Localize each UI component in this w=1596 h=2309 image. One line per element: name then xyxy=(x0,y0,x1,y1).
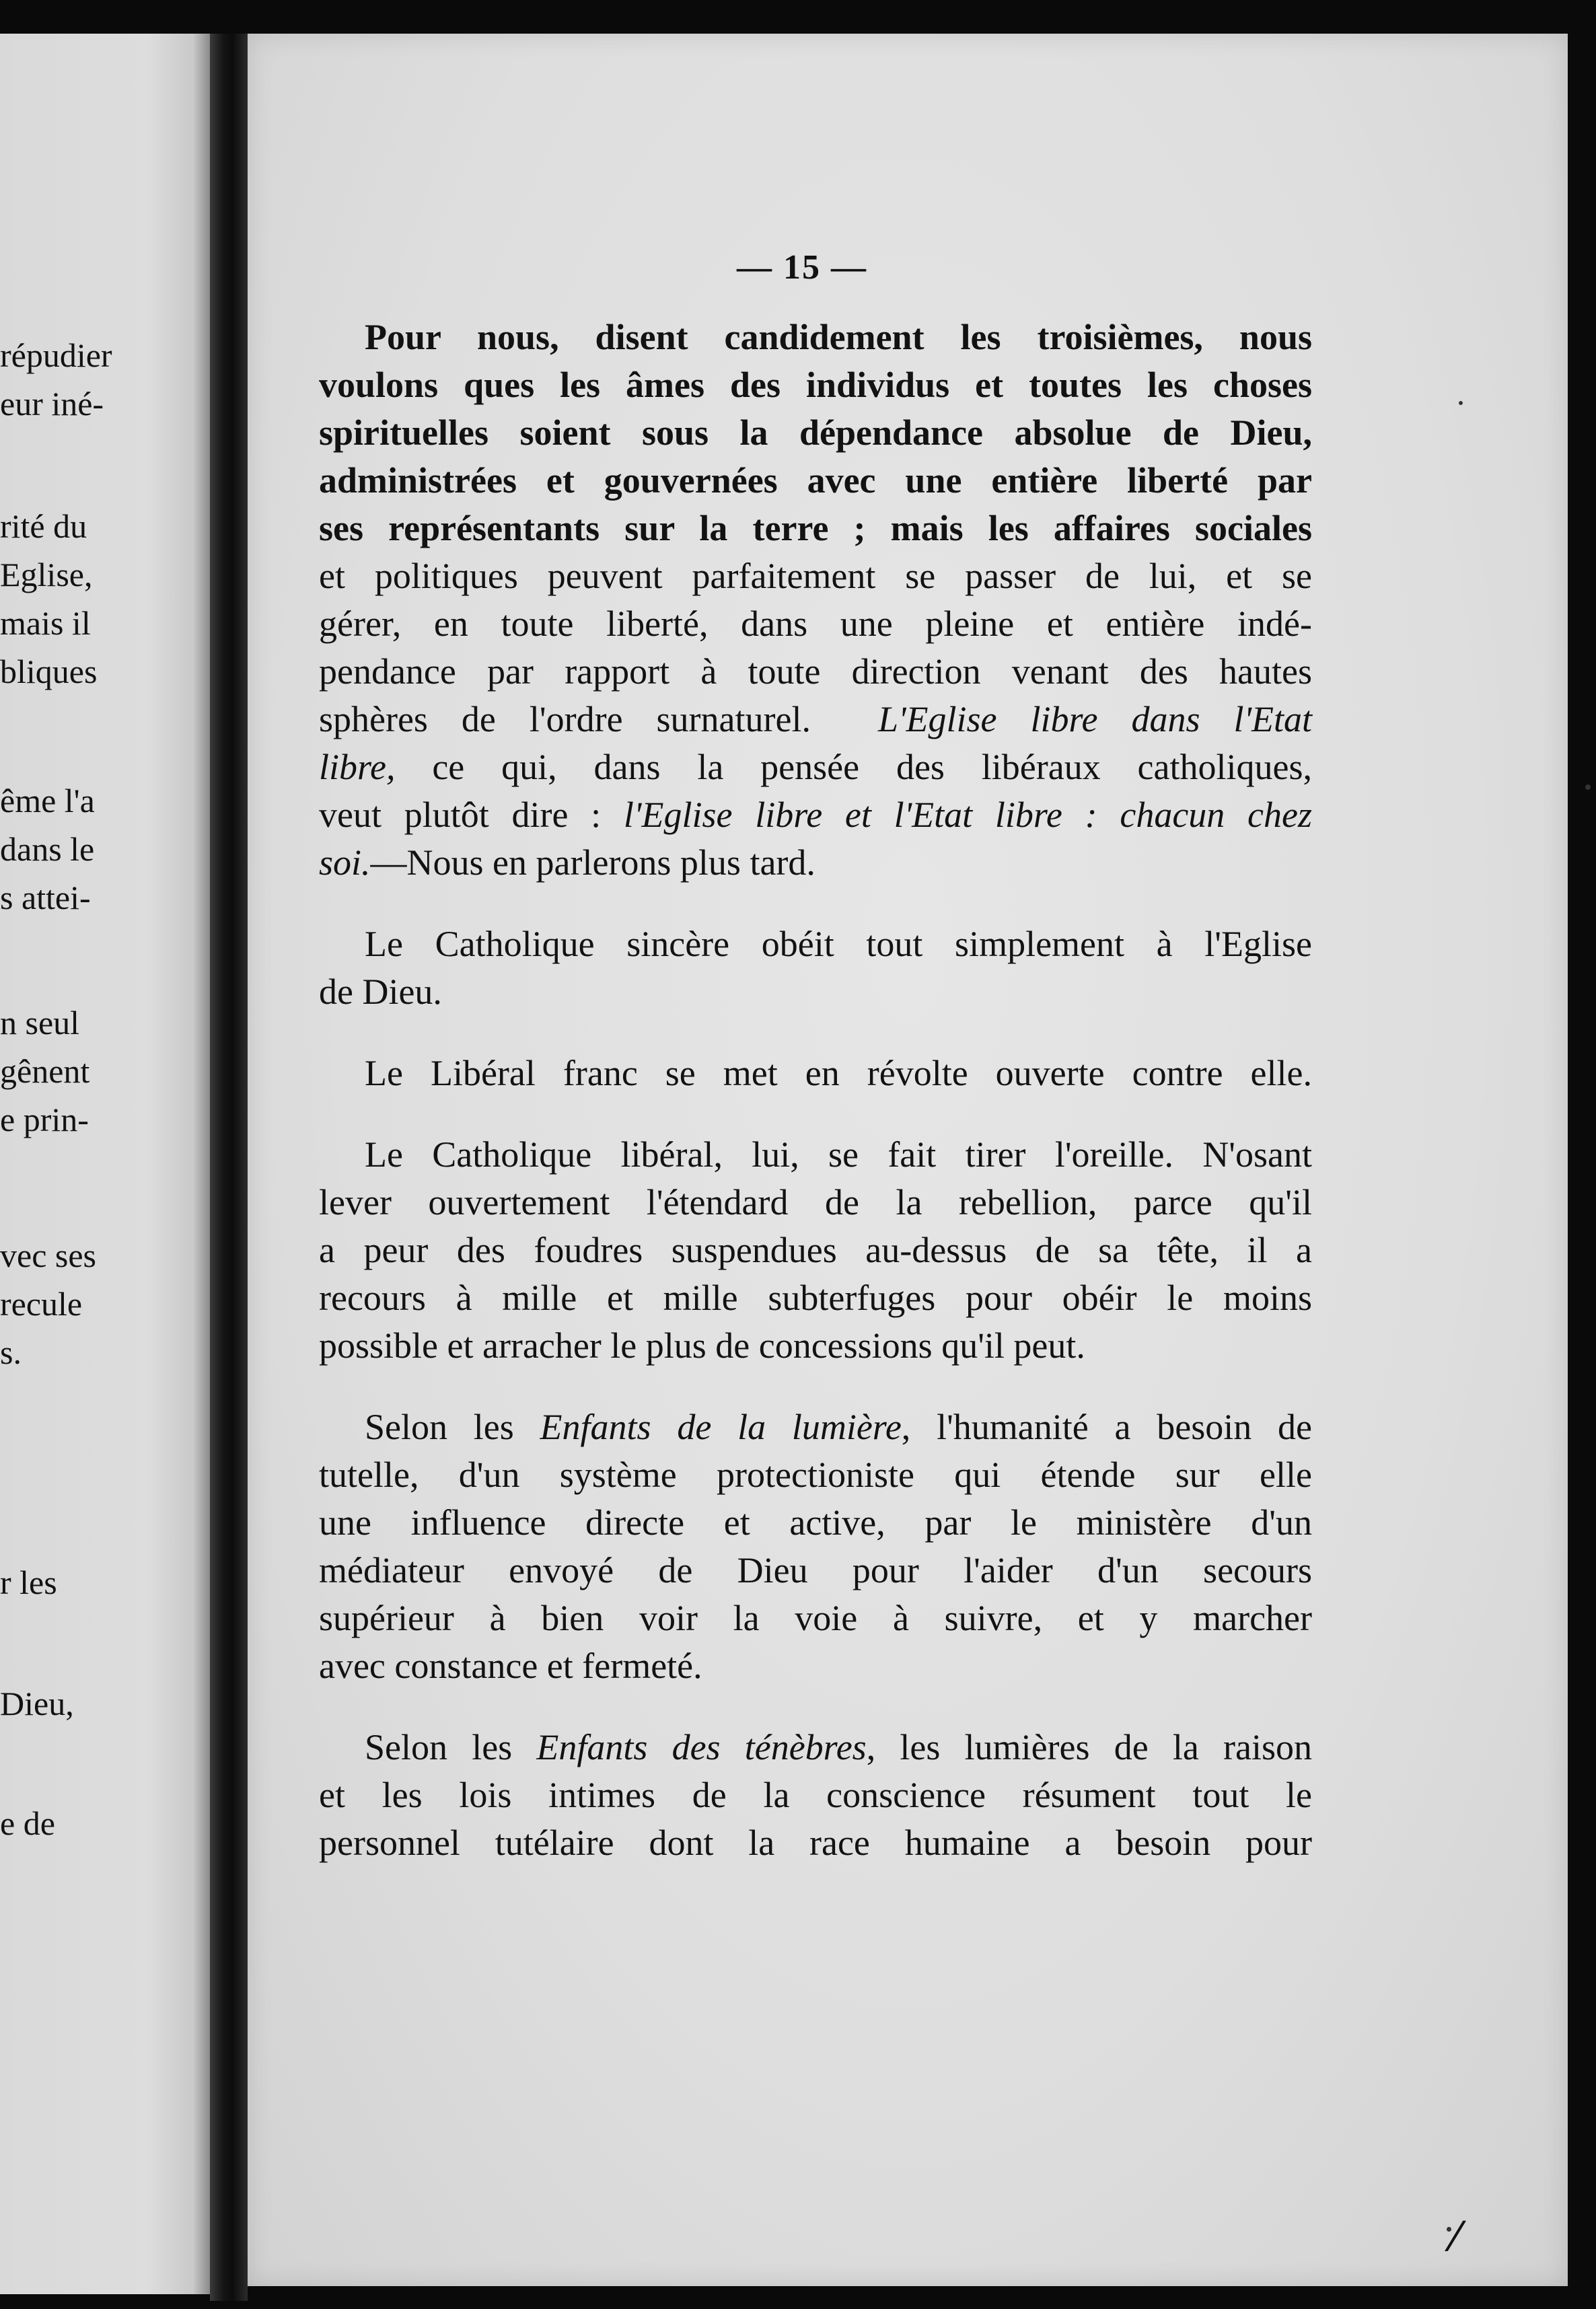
paragraph xyxy=(319,1050,1312,1097)
paragraph xyxy=(319,1724,1312,1867)
text-line: recours à mille et mille subterfuges pour obéir le moins xyxy=(319,1278,1312,1318)
text-line: et les lois intimes de la conscience résument tout le xyxy=(319,1775,1312,1815)
left-fragment: Dieu, xyxy=(0,1685,74,1722)
text-line xyxy=(319,1724,1312,1771)
text-run: , l'humanité a besoin de xyxy=(901,1407,1312,1447)
page-number: — 15 — xyxy=(737,248,867,287)
text-line: administrées et gouvernées avec une entière liberté par xyxy=(319,460,1312,501)
left-fragment: vec ses xyxy=(0,1237,96,1274)
text-line xyxy=(319,696,1312,743)
text-line: voulons ques les âmes des individus et toutes les choses xyxy=(319,365,1312,405)
text-line: supérieur à bien voir la voie à suivre, et y marcher xyxy=(319,1598,1312,1638)
pencil-mark-icon: ⁄ xyxy=(1452,2213,1459,2261)
text-line: spirituelles soient sous la dépendance absolue de Dieu, xyxy=(319,412,1312,453)
italic-run: Enfants des ténèbres xyxy=(536,1727,867,1767)
left-page-edge xyxy=(0,34,210,2294)
text-line: ses représentants sur la terre ; mais les affaires sociales xyxy=(319,508,1312,548)
left-fragment: bliques xyxy=(0,653,98,690)
text-line: médiateur envoyé de Dieu pour l'aider d'un secours xyxy=(319,1550,1312,1590)
left-fragment: s. xyxy=(0,1333,22,1371)
text-line xyxy=(319,791,1312,839)
text-run: ce qui, dans la pensée des libéraux catholiques, xyxy=(395,747,1312,787)
text-line: gérer, en toute liberté, dans une pleine et entière indé- xyxy=(319,603,1312,644)
text-run: Selon les xyxy=(365,1727,537,1767)
left-fragment: dans le xyxy=(0,830,95,868)
text-run: veut plutôt dire : xyxy=(319,795,624,835)
text-line: Pour nous, disent candidement les troisièmes, nous xyxy=(365,317,1312,357)
text-line: avec constance et fermeté. xyxy=(319,1646,702,1686)
dust-speck xyxy=(1447,2227,1451,2232)
text-line: pendance par rapport à toute direction venant des hautes xyxy=(319,651,1312,692)
body-text xyxy=(319,314,1312,1867)
italic-run: l'Eglise libre et l'Etat libre : chacun chez xyxy=(623,795,1312,835)
text-run: , les lumières de la raison xyxy=(866,1727,1312,1767)
text-line: Le Libéral franc se met en révolte ouverte contre elle. xyxy=(365,1053,1312,1093)
left-fragment: recule xyxy=(0,1285,83,1323)
text-run: Selon les xyxy=(365,1407,540,1447)
left-fragment: gênent xyxy=(0,1052,90,1090)
italic-run: L'Eglise libre dans l'Etat xyxy=(877,699,1312,739)
left-fragment: mais il xyxy=(0,604,91,642)
left-fragment: s attei- xyxy=(0,879,91,916)
text-line xyxy=(319,743,1312,791)
text-line: a peur des foudres suspendues au-dessus de sa tête, il a xyxy=(319,1230,1312,1270)
paragraph xyxy=(319,314,1312,887)
text-line: tutelle, d'un système protectioniste qui étende sur elle xyxy=(319,1455,1312,1495)
paragraph xyxy=(319,1131,1312,1370)
left-fragment: e de xyxy=(0,1804,55,1842)
text-line: personnel tutélaire dont la race humaine a besoin pour xyxy=(319,1823,1312,1863)
text-line xyxy=(319,1403,1312,1451)
text-run: sphères de l'ordre surnaturel. xyxy=(319,699,811,739)
italic-run: Enfants de la lumière xyxy=(540,1407,902,1447)
paragraph xyxy=(319,1403,1312,1690)
text-line: possible et arracher le plus de concessions qu'il peut. xyxy=(319,1325,1085,1366)
left-fragment: r les xyxy=(0,1564,57,1601)
italic-run: libre, xyxy=(319,747,396,787)
book-gutter xyxy=(210,34,248,2301)
left-fragment: e prin- xyxy=(0,1101,89,1138)
text-line: lever ouvertement l'étendard de la rebellion, parce qu'il xyxy=(319,1182,1312,1222)
left-fragment: Eglise, xyxy=(0,556,93,593)
text-line: une influence directe et active, par le ministère d'un xyxy=(319,1502,1312,1543)
left-fragment: ême l'a xyxy=(0,782,95,819)
italic-run: soi. xyxy=(319,842,371,883)
dust-speck xyxy=(1585,784,1591,790)
text-run: —Nous en parlerons plus tard. xyxy=(370,842,815,883)
text-line: et politiques peuvent parfaitement se passer de lui, et se xyxy=(319,556,1312,596)
dust-speck xyxy=(1459,401,1463,405)
left-fragment: n seul xyxy=(0,1004,80,1041)
paragraph xyxy=(319,920,1312,1016)
left-fragment: rité du xyxy=(0,507,87,545)
left-fragment: répudier xyxy=(0,336,112,374)
text-line: de Dieu. xyxy=(319,972,442,1012)
text-line xyxy=(319,839,1312,887)
text-line: Le Catholique sincère obéit tout simplement à l'Eglise xyxy=(365,924,1312,964)
left-fragment: eur iné- xyxy=(0,385,104,423)
text-line: Le Catholique libéral, lui, se fait tirer l'oreille. N'osant xyxy=(365,1134,1312,1175)
